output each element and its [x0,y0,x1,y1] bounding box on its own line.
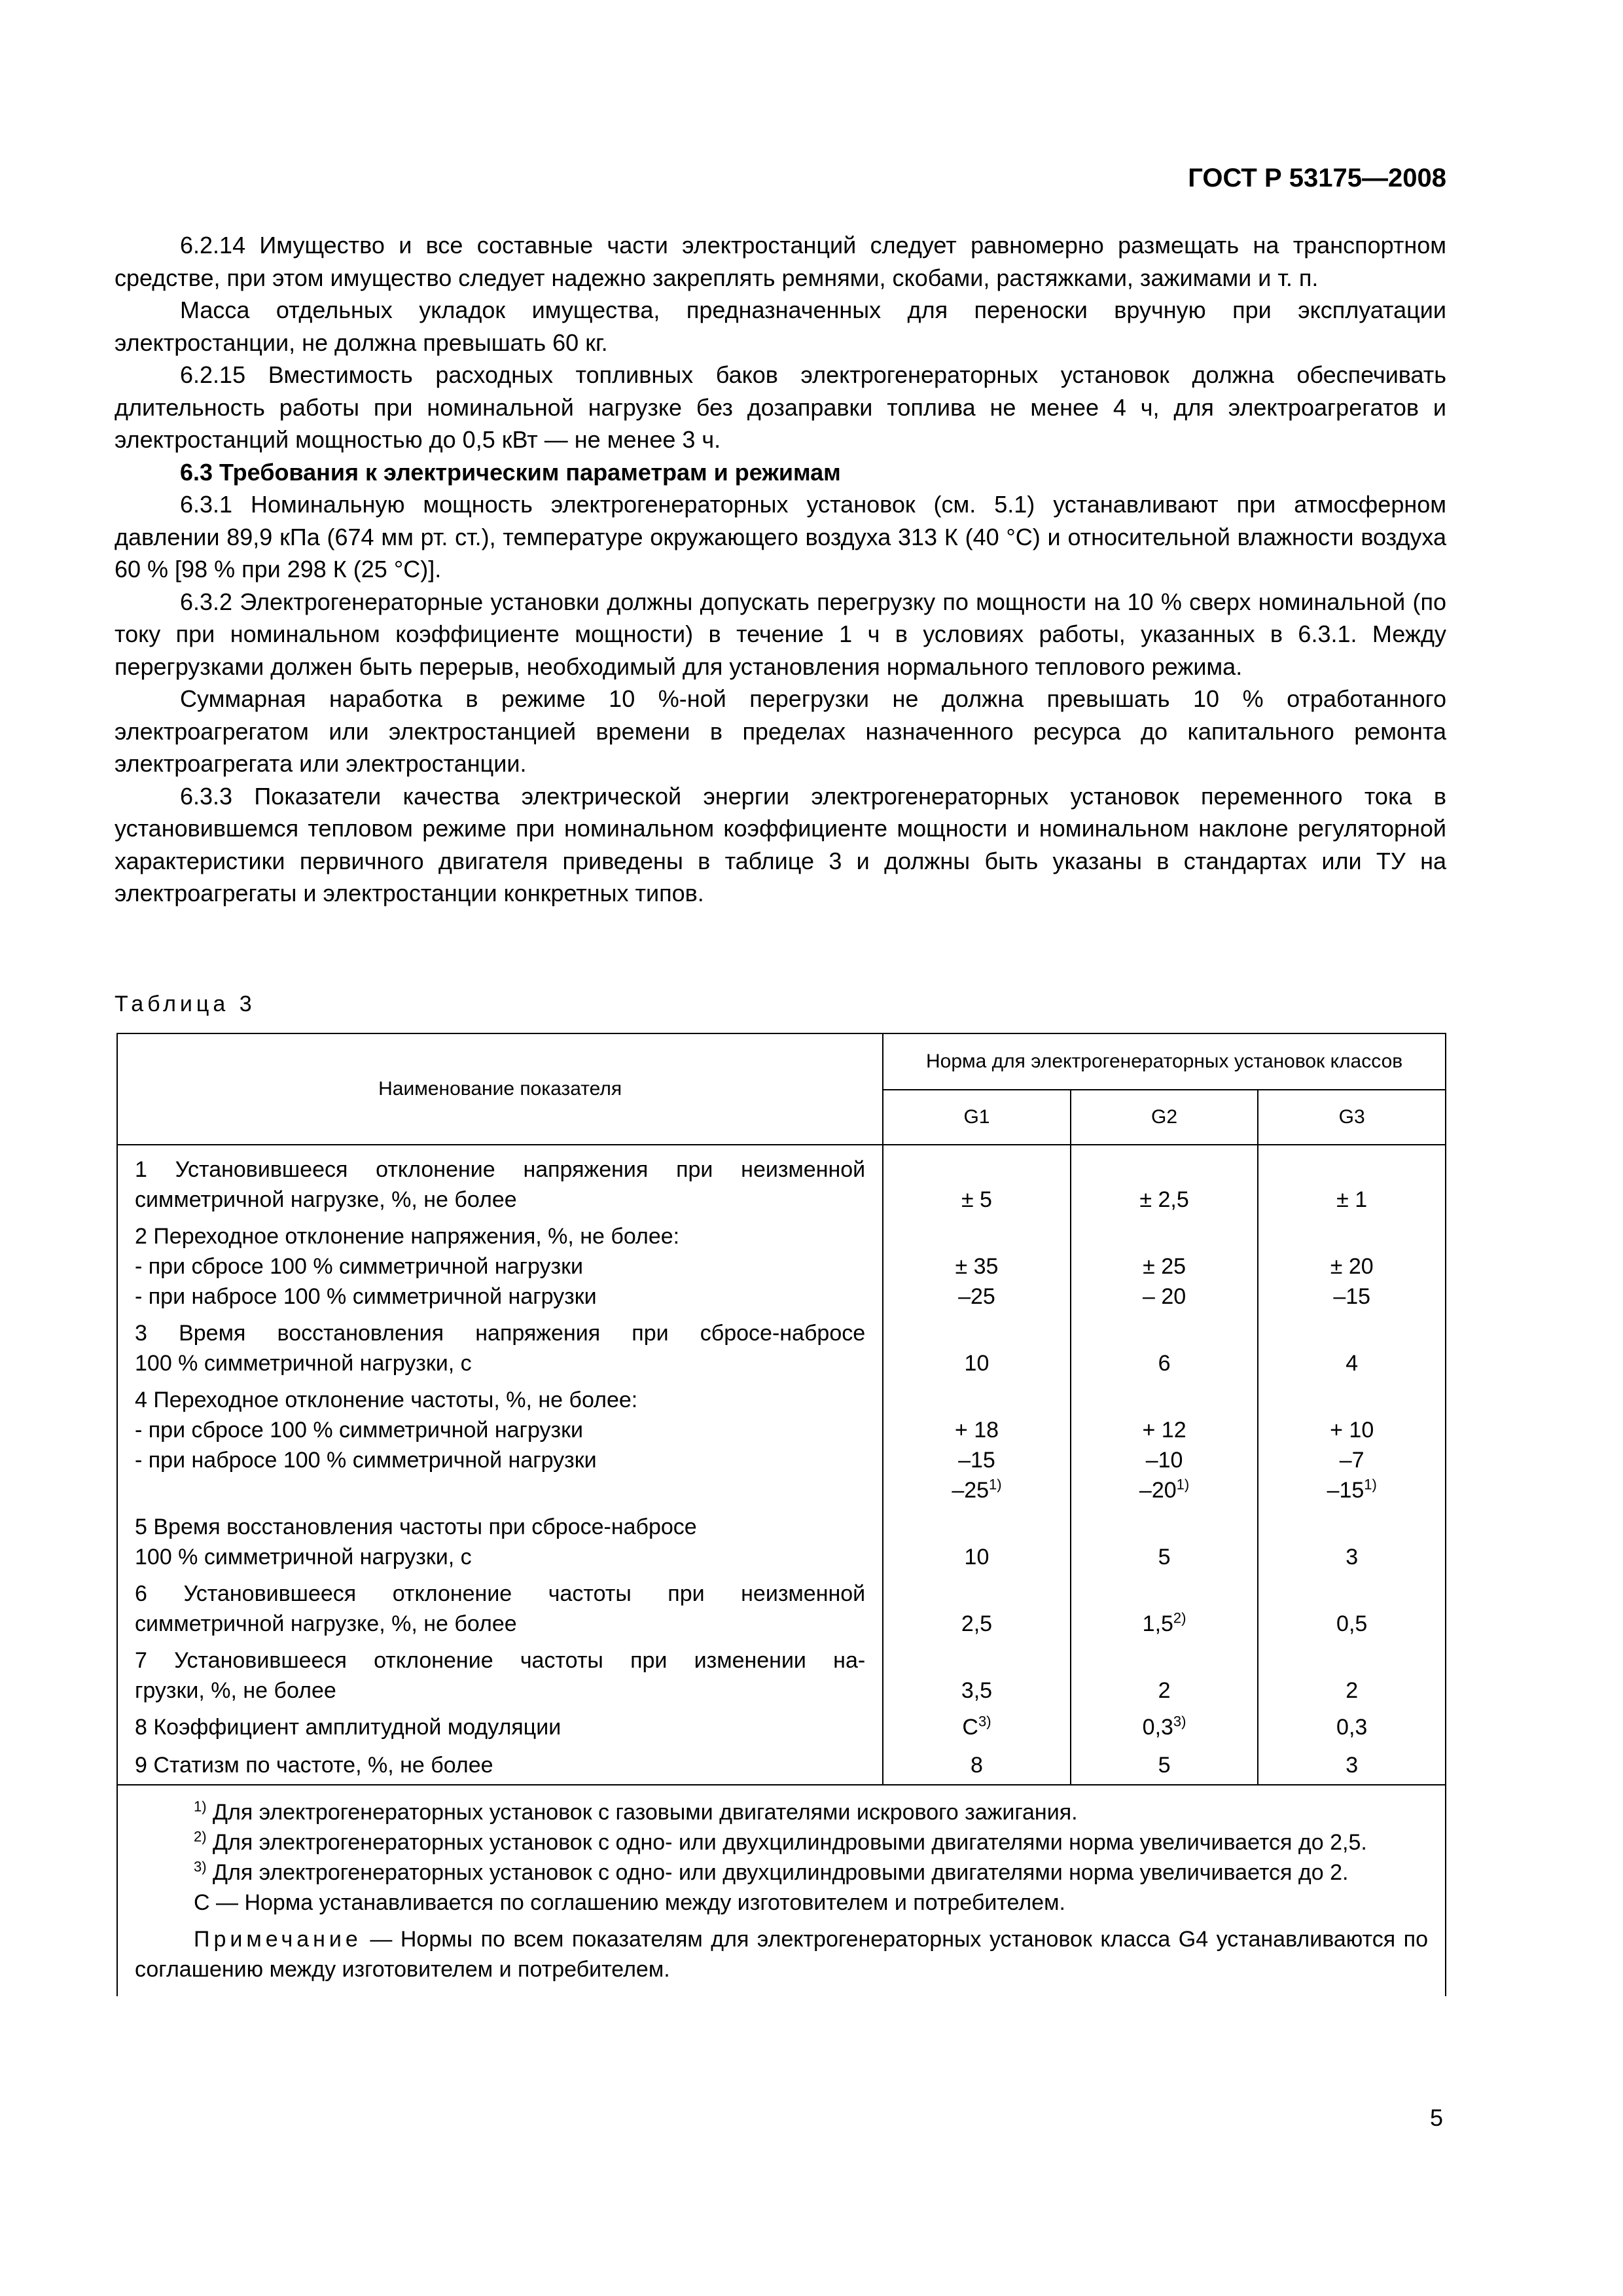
value-g3: 3 [1258,1742,1446,1785]
footnote-1: $^{1)}$ Для электрогенераторных установок с газовыми двигателями искрового зажигания. [194,1798,1078,1825]
value-g3: + 10 –7 –15$^{1)}$ [1258,1385,1446,1512]
section-heading-6-3: 6.3 Требования к электрическим параметрам и режимам [180,458,841,486]
note-label: Примечание [194,1927,362,1952]
table-footnotes [117,1785,1446,1996]
value-g1: 2,5 [883,1579,1071,1645]
value-g2: ± 2,5 [1071,1145,1258,1221]
value-g2: 2 [1071,1645,1258,1712]
paragraph-6-3-2: 6.3.2 Электрогенераторные установки должны допускать перегрузку по мощности на 10 % сверх номинальной (по току при номинальном коэффициенте мощности) в течение 1 ч в условиях работы, указанных в 6.3.1. Между перегрузками должен быть перерыв, необходимый для установления нормального теплового режима. [115,588,1446,680]
paragraph-6-2-14: 6.2.14 Имущество и все составные части электростанций следует равномерно размещать на транспортном средстве, при этом имущество следует надежно закреплять ремнями, скобами, растяжками, зажимами и т. п. [115,232,1446,291]
table-row [117,1579,1446,1645]
value-g3: 2 [1258,1645,1446,1712]
table-footnotes-row [117,1785,1446,1996]
header-indicator-name: Наименование показателя [117,1033,883,1145]
footnote-3: $^{3)}$ Для электрогенераторных установок с одно- или двухцилиндровыми двигателями норма увеличивается до 2. [194,1858,1349,1885]
value-g3: ± 1 [1258,1145,1446,1221]
table-row [117,1145,1446,1221]
value-g2: 6 [1071,1318,1258,1385]
footnote-mark: 3) [978,1713,991,1730]
indicator-name: 3 Время восстановления напряжения при сбросе-набросе 100 % симметричной нагрузки, с [117,1318,883,1385]
table-row [117,1712,1446,1742]
paragraph-mass: Масса отдельных укладок имущества, предназначенных для переноски вручную при эксплуатации электростанции, не должна превышать 60 кг. [115,296,1446,356]
value-g1: 8 [883,1742,1071,1785]
value-g3: 3 [1258,1512,1446,1579]
table-caption: Таблица 3 [115,992,256,1016]
value-g3: ± 20 –15 [1258,1221,1446,1318]
table-row [117,1645,1446,1712]
paragraph-overload: Суммарная наработка в режиме 10 %-ной перегрузки не должна превышать 10 % отработанного электроагрегатом или электростанцией времени в пределах назначенного ресурса до капитального ремонта электроагрегата или электростанции. [115,685,1446,777]
indicator-name: 2 Переходное отклонение напряжения, %, не более: - при сбросе 100 % симметричной нагрузки - при набросе 100 % симметричной нагрузки [117,1221,883,1318]
body-text [115,229,1446,910]
footnote-c: С — Норма устанавливается по соглашению между изготовителем и потребителем. [194,1890,1065,1915]
value-g1: ± 35 –25 [883,1221,1071,1318]
table-row [117,1385,1446,1512]
table-row [117,1742,1446,1785]
indicator-name: 9 Статизм по частоте, %, не более [117,1742,883,1785]
indicator-name: 4 Переходное отклонение частоты, %, не более: - при сбросе 100 % симметричной нагрузки - при набросе 100 % симметричной нагрузки [117,1385,883,1512]
indicator-name: 8 Коэффициент амплитудной модуляции [117,1712,883,1742]
document-designation: ГОСТ Р 53175—2008 [1188,164,1446,192]
value-g1: ± 5 [883,1145,1071,1221]
footnote-mark: 3) [1173,1713,1186,1730]
value-g2: ± 25 – 20 [1071,1221,1258,1318]
table-row [117,1318,1446,1385]
indicator-name: 5 Время восстановления частоты при сбросе-набросе 100 % симметричной нагрузки, с [117,1512,883,1579]
indicator-name: 6 Установившееся отклонение частоты при неизменной симметричной нагрузке, %, не более [117,1579,883,1645]
value-g2: 1,5$^{2)}$ [1071,1579,1258,1645]
header-class-g1: G1 [883,1090,1071,1145]
footnote-mark: 1) [1176,1476,1190,1493]
indicator-name: 1 Установившееся отклонение напряжения при неизменной симметричной нагрузке, %, не более [117,1145,883,1221]
paragraph-6-3-3: 6.3.3 Показатели качества электрической энергии электрогенераторных установок переменного тока в установившемся тепловом режиме при номинальном коэффициенте мощности и номинальном наклоне регуляторной характеристики первичного двигателя приведены в таблице 3 и должны быть указаны в стандартах или ТУ на электроагрегаты и электростанции конкретных типов. [115,782,1446,906]
paragraph-6-2-15: 6.2.15 Вместимость расходных топливных баков электрогенераторных установок должна обеспечивать длительность работы при номинальной нагрузке без дозаправки топлива не менее 4 ч, для электроагрегатов и электростанций мощностью до 0,5 кВт — не менее 3 ч. [115,361,1446,453]
footnote-mark: 2) [1173,1609,1186,1626]
indicator-name: 7 Установившееся отклонение частоты при изменении на- грузки, %, не более [117,1645,883,1712]
header-class-g3: G3 [1258,1090,1446,1145]
value-g2: 5 [1071,1512,1258,1579]
value-g2: 0,3$^{3)}$ [1071,1712,1258,1742]
footnote-mark: 1) [1364,1476,1377,1493]
table-3 [116,1033,1446,1996]
value-g1: $С^{3)}$ [883,1712,1071,1742]
value-g3: 0,3 [1258,1712,1446,1742]
footnote-mark: 1) [989,1476,1002,1493]
footnote-2: $^{2)}$ Для электрогенераторных установок с одно- или двухцилиндровыми двигателями норма увеличивается до 2,5. [194,1828,1367,1855]
table-row [117,1512,1446,1579]
table-note [135,1924,1428,1984]
value-g2: 5 [1071,1742,1258,1785]
page-number: 5 [1429,2104,1443,2131]
value-g1: 10 [883,1512,1071,1579]
value-g3: 0,5 [1258,1579,1446,1645]
header-norm-group: Норма для электрогенераторных установок классов [883,1033,1446,1090]
value-g1: 3,5 [883,1645,1071,1712]
header-class-g2: G2 [1071,1090,1258,1145]
value-g2: + 12 –10 –20$^{1)}$ [1071,1385,1258,1512]
paragraph-6-3-1: 6.3.1 Номинальную мощность электрогенераторных установок (см. 5.1) устанавливают при атмосферном давлении 89,9 кПа (674 мм рт. ст.), температуре окружающего воздуха 313 К (40 °С) и относительной влажности воздуха 60 % [98 % при 298 К (25 °С)]. [115,491,1446,583]
note-text: — Нормы по всем показателям для электрогенераторных установок класса G4 устанавливаются по соглашению между изготовителем и потребителем. [135,1927,1428,1982]
value-g1: + 18 –15 –25$^{1)}$ [883,1385,1071,1512]
table-row [117,1221,1446,1318]
value-g3: 4 [1258,1318,1446,1385]
value-g1: 10 [883,1318,1071,1385]
